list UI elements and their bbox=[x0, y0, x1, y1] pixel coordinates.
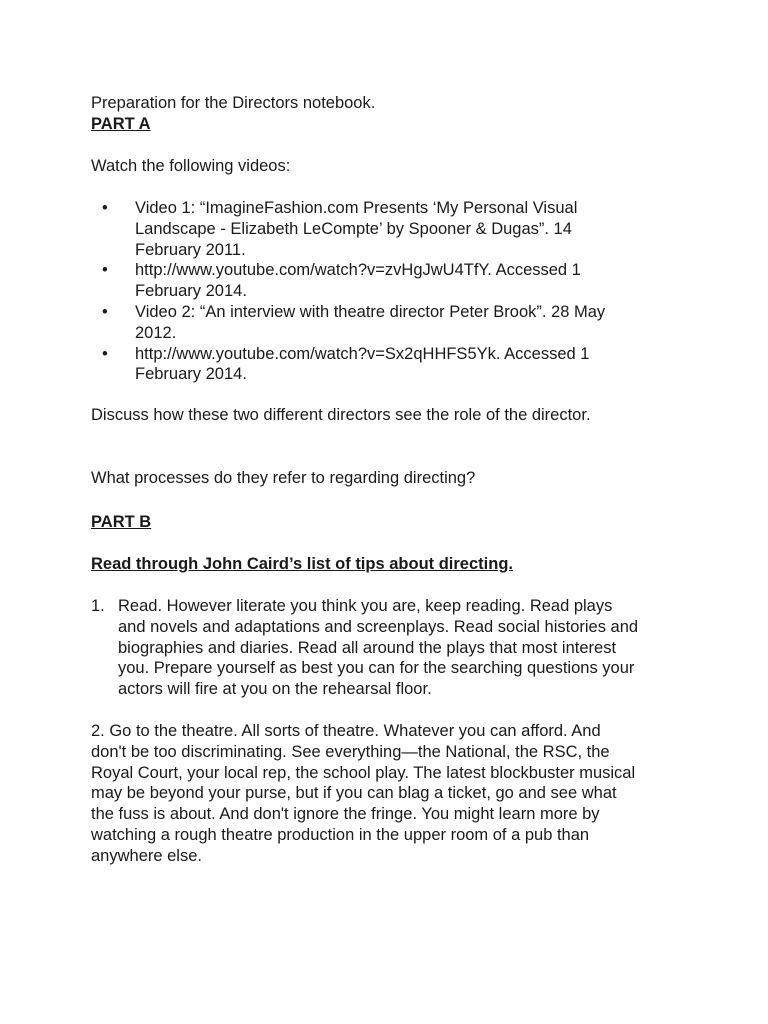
part-a-heading: PART A bbox=[91, 115, 151, 133]
part-b-heading: PART B bbox=[91, 513, 152, 531]
tip-1 bbox=[91, 596, 711, 700]
tip-line: Royal Court, your local rep, the school play. The latest blockbuster musical bbox=[91, 763, 636, 782]
tip-2 bbox=[91, 721, 635, 867]
list-item-line: Video 2: “An interview with theatre director Peter Brook”. 28 May bbox=[135, 302, 606, 321]
tip-line: biographies and diaries. Read all around the plays that most interest bbox=[118, 638, 617, 657]
list-item-line: February 2011. bbox=[135, 240, 246, 259]
video-list bbox=[91, 198, 691, 385]
bullet-marker: • bbox=[102, 199, 108, 217]
part-a-instruction: Watch the following videos: bbox=[91, 157, 291, 175]
list-item-line: Landscape - Elizabeth LeCompte’ by Spooner & Dugas”. 14 bbox=[135, 219, 572, 238]
tip-line: 2. Go to the theatre. All sorts of theatre. Whatever you can afford. And bbox=[91, 722, 601, 740]
list-item-line: http://www.youtube.com/watch?v=Sx2qHHFS5Yk. Accessed 1 bbox=[135, 344, 590, 363]
list-item-line: 2012. bbox=[135, 323, 177, 342]
list-item-line: Video 1: “ImagineFashion.com Presents ‘My Personal Visual bbox=[135, 199, 578, 217]
list-item-line: February 2014. bbox=[135, 282, 247, 301]
tip-line: anywhere else. bbox=[91, 846, 202, 865]
tip-line: don't be too discriminating. See everything—the National, the RSC, the bbox=[91, 742, 610, 761]
list-item bbox=[91, 198, 691, 260]
tip-line: the fuss is about. And don't ignore the fringe. You might learn more by bbox=[91, 805, 600, 824]
tip-line: and novels and adaptations and screenplays. Read social histories and bbox=[118, 617, 639, 636]
list-item bbox=[91, 302, 691, 344]
tip-line: actors will fire at you on the rehearsal floor. bbox=[118, 680, 432, 699]
list-item bbox=[91, 260, 691, 302]
list-item bbox=[91, 344, 691, 386]
tip-line: Read. However literate you think you are, keep reading. Read plays bbox=[118, 597, 613, 615]
tip-number: 1. bbox=[91, 597, 105, 615]
bullet-marker: • bbox=[102, 344, 108, 363]
tip-line: you. Prepare yourself as best you can for the searching questions your bbox=[118, 659, 635, 678]
intro-line: Preparation for the Directors notebook. bbox=[91, 94, 376, 112]
tip-line: may be beyond your purse, but if you can blag a ticket, go and see what bbox=[91, 784, 617, 803]
question-processes: What processes do they refer to regarding directing? bbox=[91, 469, 476, 487]
tip-line: watching a rough theatre production in the upper room of a pub than bbox=[91, 825, 590, 844]
bullet-marker: • bbox=[102, 302, 108, 321]
list-item-line: http://www.youtube.com/watch?v=zvHgJwU4TfY. Accessed 1 bbox=[135, 261, 581, 280]
part-b-subheading: Read through John Caird’s list of tips about directing. bbox=[91, 555, 513, 573]
list-item-line: February 2014. bbox=[135, 365, 247, 384]
question-role: Discuss how these two different directors see the role of the director. bbox=[91, 406, 591, 424]
bullet-marker: • bbox=[102, 261, 108, 280]
